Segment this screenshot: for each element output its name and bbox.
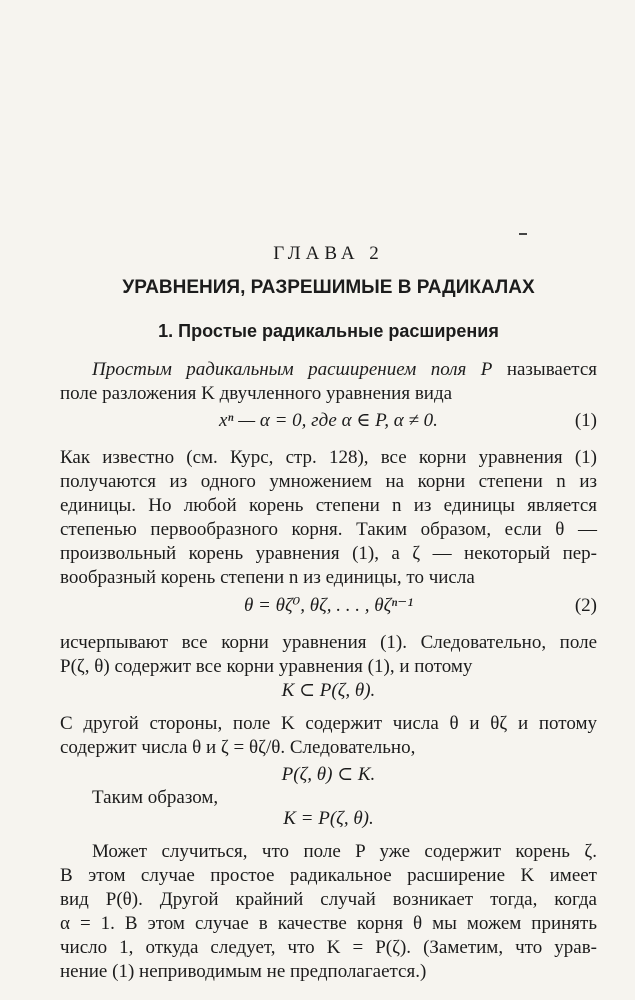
- equation-5: K = P(ζ, θ).: [283, 808, 374, 829]
- equation-2-number: (2): [574, 595, 597, 616]
- equation-1-number: (1): [574, 410, 597, 431]
- paragraph-6-line-2: В этом случае простое радикальное расширение K имеет: [60, 865, 597, 886]
- chapter-title: УРАВНЕНИЯ, РАЗРЕШИМЫЕ В РАДИКАЛАХ: [122, 277, 535, 298]
- section-title: 1. Простые радикальные расширения: [158, 321, 499, 341]
- paragraph-2-line-4: степенью первообразного корня. Таким образом, если θ —: [60, 519, 597, 540]
- paragraph-2-line-6: вообразный корень степени n из единицы, то числа: [60, 567, 475, 588]
- paragraph-1-line-2: поле разложения K двучленного уравнения вида: [60, 383, 453, 404]
- paragraph-6-line-4: α = 1. В этом случае в качестве корня θ мы можем принять: [60, 913, 597, 934]
- equation-1: xⁿ — α = 0, где α ∈ P, α ≠ 0.: [219, 410, 438, 431]
- paragraph-6-line-3: вид P(θ). Другой крайний случай возникает тогда, когда: [60, 889, 597, 910]
- paragraph-6-line-5: число 1, откуда следует, что K = P(ζ). (Заметим, что урав-: [60, 937, 597, 958]
- paragraph-2-line-1: Как известно (см. Курс, стр. 128), все корни уравнения (1): [60, 447, 597, 468]
- paragraph-2-line-2: получаются из одного умножением на корни степени n из: [60, 471, 597, 492]
- paragraph-3-line-1: исчерпывают все корни уравнения (1). Следовательно, поле: [60, 632, 597, 653]
- paragraph-6-line-6: нение (1) неприводимым не предполагается.): [60, 961, 427, 982]
- paragraph-2-line-3: единицы. Но любой корень степени n из единицы является: [60, 495, 597, 516]
- chapter-label: ГЛАВА 2: [273, 243, 384, 264]
- paragraph-4-line-1: С другой стороны, поле K содержит числа θ и θζ и потому: [60, 713, 597, 734]
- paragraph-1-line-1: Простым радикальным расширением поля P называется: [92, 359, 597, 380]
- equation-4: P(ζ, θ) ⊂ K.: [281, 764, 376, 785]
- defined-term: Простым радикальным расширением поля P: [92, 359, 493, 380]
- paragraph-2-line-5: произвольный корень уравнения (1), а ζ — некоторый пер-: [60, 543, 597, 564]
- paragraph-4-line-2: содержит числа θ и ζ = θζ/θ. Следовательно,: [60, 737, 416, 758]
- paragraph-3-line-2: P(ζ, θ) содержит все корни уравнения (1), и потому: [60, 656, 473, 677]
- margin-mark: [519, 233, 527, 235]
- paragraph-5: Таким образом,: [92, 787, 219, 808]
- paragraph-6-line-1: Может случиться, что поле P уже содержит корень ζ.: [92, 841, 597, 862]
- equation-3: K ⊂ P(ζ, θ).: [281, 680, 376, 701]
- equation-2: θ = θζ⁰, θζ, . . . , θζⁿ⁻¹: [243, 595, 414, 616]
